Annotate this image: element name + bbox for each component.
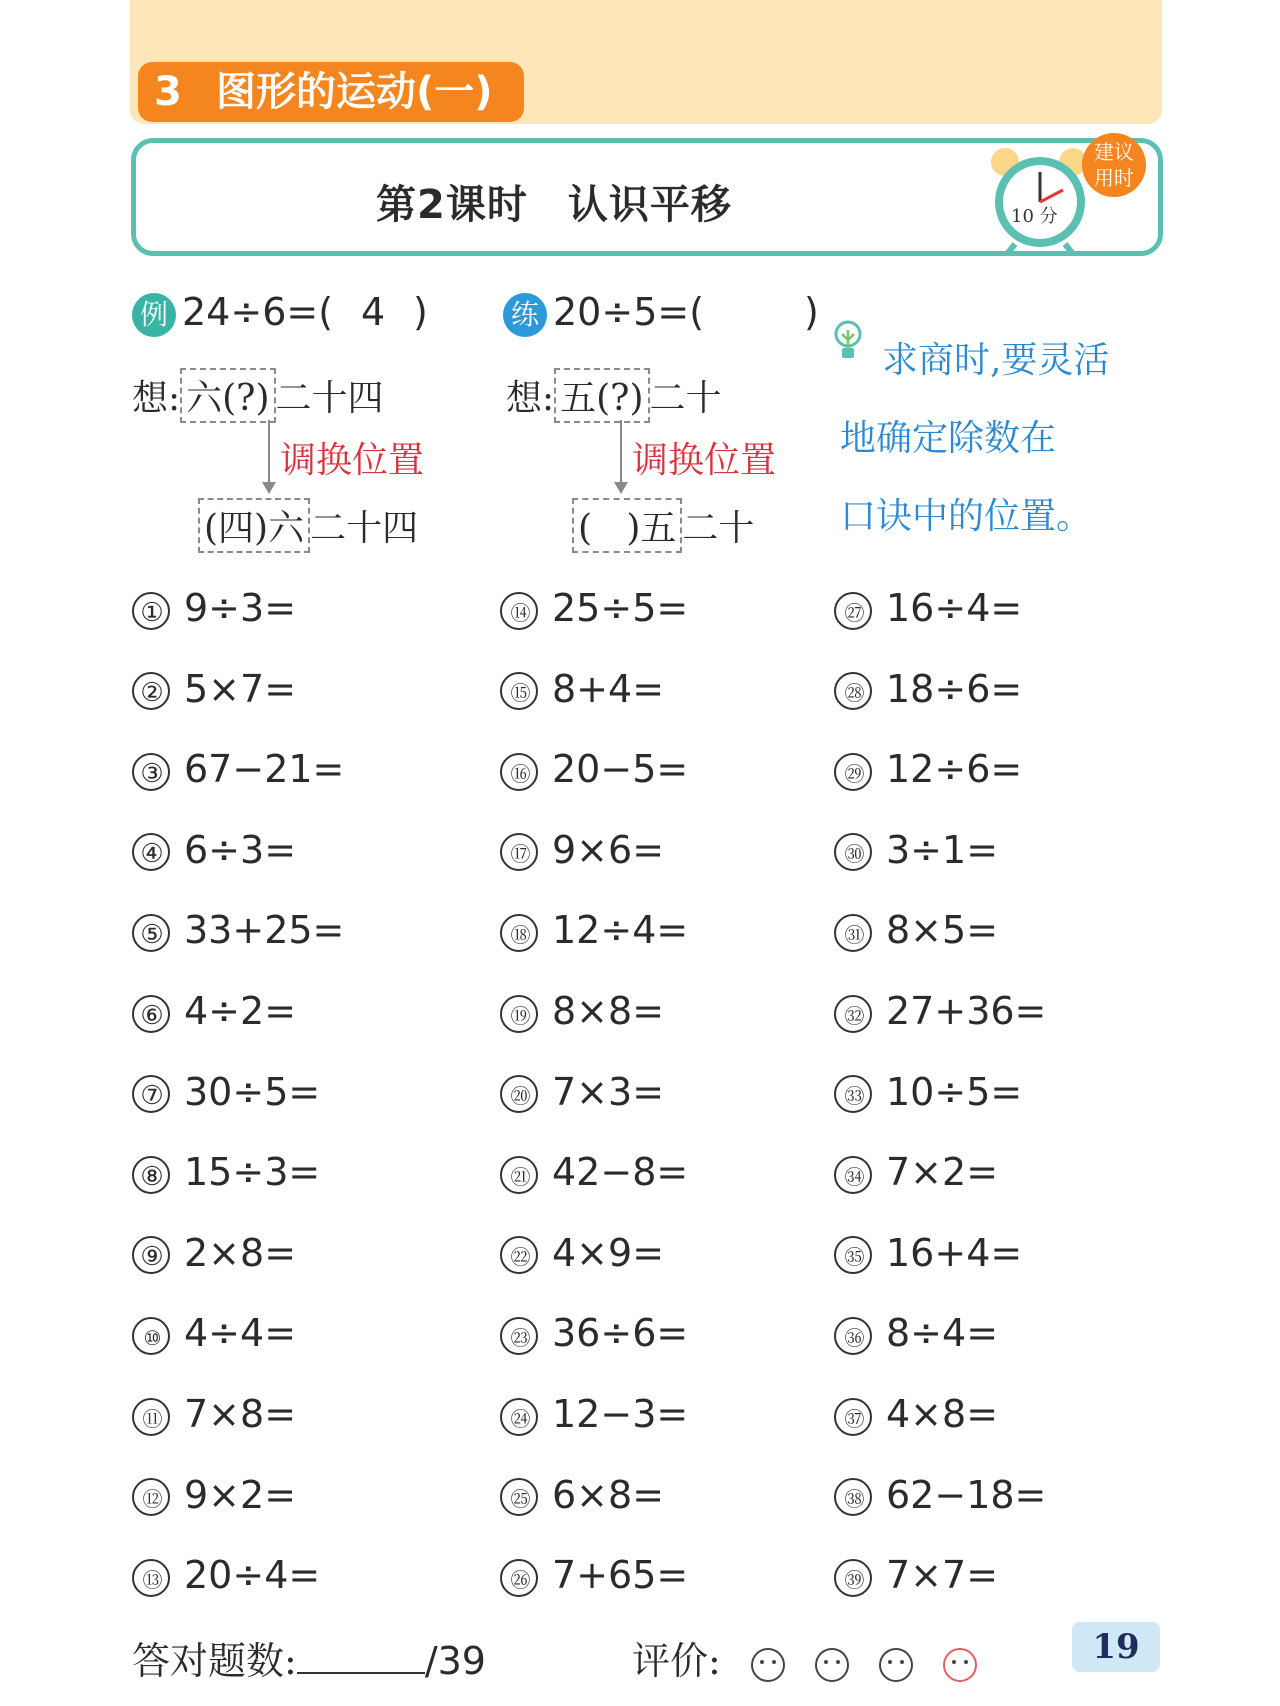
problem-expression[interactable]: 2×8= bbox=[184, 1230, 297, 1275]
example-equation-text: 24÷6=( bbox=[182, 290, 334, 334]
problem-number: ㉚ bbox=[834, 833, 872, 871]
practice-equation bbox=[503, 290, 819, 337]
example-result bbox=[198, 498, 418, 553]
problem-number: ⑧ bbox=[132, 1156, 170, 1194]
problem-item bbox=[132, 1142, 320, 1202]
problem-item bbox=[834, 659, 1022, 719]
problem-expression[interactable]: 15÷3= bbox=[184, 1150, 321, 1195]
problem-number: ㉓ bbox=[500, 1317, 538, 1355]
problem-item bbox=[132, 1223, 296, 1283]
lesson-title bbox=[376, 173, 732, 230]
problem-item bbox=[500, 1384, 688, 1444]
problem-item bbox=[500, 1303, 688, 1363]
problem-item bbox=[500, 981, 664, 1041]
problem-number: ⑬ bbox=[132, 1559, 170, 1597]
tip-line-2: 地确定除数在 bbox=[840, 418, 1057, 459]
problem-expression[interactable]: 25÷5= bbox=[552, 586, 689, 630]
problem-expression[interactable]: 62−18= bbox=[886, 1472, 1047, 1517]
problem-number: ⑥ bbox=[132, 995, 170, 1033]
problem-item bbox=[500, 578, 688, 638]
problem-expression[interactable]: 16÷4= bbox=[886, 586, 1023, 630]
example-swap-arrow bbox=[268, 420, 270, 492]
problem-expression[interactable]: 12÷6= bbox=[886, 747, 1023, 792]
problem-item bbox=[500, 1223, 664, 1283]
problem-number: ㊳ bbox=[834, 1478, 872, 1516]
example-result-box: (四)六 bbox=[198, 498, 310, 553]
page-number: 19 bbox=[1072, 1622, 1160, 1672]
problem-item bbox=[834, 739, 1022, 799]
problem-item bbox=[834, 1465, 1046, 1525]
problem-number: ㉔ bbox=[500, 1398, 538, 1436]
problem-number: ㉙ bbox=[834, 753, 872, 791]
chapter-banner bbox=[138, 62, 524, 122]
problem-number: ① bbox=[132, 592, 170, 630]
problem-expression[interactable]: 12−3= bbox=[552, 1392, 689, 1436]
problem-item bbox=[132, 739, 344, 799]
problem-item bbox=[834, 578, 1022, 638]
problem-expression[interactable]: 7×2= bbox=[886, 1150, 999, 1195]
problem-expression[interactable]: 4×9= bbox=[552, 1230, 665, 1275]
problem-expression[interactable]: 20−5= bbox=[552, 747, 689, 792]
problem-item bbox=[834, 1384, 998, 1444]
problem-expression[interactable]: 9÷3= bbox=[184, 586, 297, 630]
problem-expression[interactable]: 4÷4= bbox=[184, 1311, 297, 1356]
score-section bbox=[132, 1630, 486, 1685]
problem-item bbox=[500, 1142, 688, 1202]
problem-expression[interactable]: 5×7= bbox=[184, 666, 297, 711]
time-badge-line-2: 用时 bbox=[1094, 166, 1134, 190]
problem-expression[interactable]: 3÷1= bbox=[886, 827, 999, 872]
chapter-number: 3 bbox=[154, 69, 182, 115]
problem-item bbox=[500, 1545, 688, 1605]
problem-number: ⑨ bbox=[132, 1236, 170, 1274]
tip-line-1: 求商时,要灵活 bbox=[882, 340, 1110, 381]
problem-number: ㉛ bbox=[834, 914, 872, 952]
problem-expression[interactable]: 8×8= bbox=[552, 989, 665, 1033]
problem-item bbox=[132, 1062, 320, 1122]
problem-expression[interactable]: 4×8= bbox=[886, 1392, 999, 1436]
problem-expression[interactable]: 7×7= bbox=[886, 1553, 999, 1598]
problem-expression[interactable]: 6÷3= bbox=[184, 827, 297, 872]
problem-item bbox=[500, 1062, 664, 1122]
problem-expression[interactable]: 12÷4= bbox=[552, 908, 689, 953]
score-total: /39 bbox=[424, 1639, 486, 1683]
practice-result-rest: 二十 bbox=[682, 508, 755, 549]
problem-number: ⑦ bbox=[132, 1075, 170, 1113]
example-result-rest: 二十四 bbox=[310, 508, 419, 549]
lesson-number: 第2课时 bbox=[376, 182, 528, 228]
example-swap-label: 调换位置 bbox=[280, 440, 425, 481]
problem-expression[interactable]: 8+4= bbox=[552, 666, 665, 711]
example-think-label: 想: bbox=[132, 378, 181, 419]
problem-item bbox=[500, 739, 688, 799]
practice-equation-text: 20÷5=( bbox=[553, 290, 705, 334]
problem-item bbox=[834, 900, 998, 960]
problem-number: ⑮ bbox=[500, 672, 538, 710]
problem-expression[interactable]: 36÷6= bbox=[552, 1311, 689, 1356]
problem-item bbox=[132, 1303, 296, 1363]
practice-think-label: 想: bbox=[506, 378, 555, 419]
problem-expression[interactable]: 27+36= bbox=[886, 989, 1047, 1033]
example-close: ) bbox=[413, 290, 428, 334]
example-tag: 例 bbox=[132, 293, 176, 337]
sad-face-icon[interactable] bbox=[751, 1648, 785, 1682]
problem-item bbox=[500, 900, 688, 960]
problem-expression[interactable]: 9×6= bbox=[552, 827, 665, 872]
problem-number: ② bbox=[132, 672, 170, 710]
problem-number: ㉜ bbox=[834, 995, 872, 1033]
alarm-clock-icon bbox=[985, 140, 1095, 260]
problem-number: ⑪ bbox=[132, 1398, 170, 1436]
practice-swap-arrow bbox=[620, 420, 622, 492]
problem-item bbox=[834, 1303, 998, 1363]
practice-tag: 练 bbox=[503, 293, 547, 337]
problem-number: ㉒ bbox=[500, 1236, 538, 1274]
problem-number: ⑭ bbox=[500, 592, 538, 630]
problem-item bbox=[132, 900, 344, 960]
problem-number: ㊲ bbox=[834, 1398, 872, 1436]
problem-expression[interactable]: 9×2= bbox=[184, 1472, 297, 1517]
problem-number: ㉑ bbox=[500, 1156, 538, 1194]
problem-item bbox=[132, 1465, 296, 1525]
problem-number: ㉗ bbox=[834, 592, 872, 630]
practice-close: ) bbox=[804, 290, 819, 334]
problem-number: ⑯ bbox=[500, 753, 538, 791]
example-think-box: 六(?) bbox=[180, 368, 275, 423]
problem-item bbox=[132, 1384, 296, 1444]
problem-number: ⑳ bbox=[500, 1075, 538, 1113]
tip-box bbox=[840, 322, 1170, 556]
problem-expression[interactable]: 8÷4= bbox=[886, 1311, 999, 1356]
problem-item bbox=[500, 659, 664, 719]
problem-expression[interactable]: 7×8= bbox=[184, 1392, 297, 1436]
evaluation-section bbox=[632, 1630, 977, 1685]
problem-expression[interactable]: 67−21= bbox=[184, 747, 345, 792]
problem-number: ③ bbox=[132, 753, 170, 791]
problem-item bbox=[500, 1465, 664, 1525]
practice-think bbox=[506, 368, 722, 423]
practice-result bbox=[572, 498, 754, 553]
problem-item bbox=[834, 1223, 1022, 1283]
smile-face-icon[interactable] bbox=[879, 1648, 913, 1682]
practice-think-box: 五(?) bbox=[554, 368, 649, 423]
clock-label: 10 分 bbox=[1011, 206, 1058, 227]
problem-item bbox=[132, 659, 296, 719]
problem-expression[interactable]: 18÷6= bbox=[886, 666, 1023, 711]
problem-number: ㉝ bbox=[834, 1075, 872, 1113]
problem-number: ㊱ bbox=[834, 1317, 872, 1355]
problem-number: ㉞ bbox=[834, 1156, 872, 1194]
happy-face-icon[interactable] bbox=[943, 1648, 977, 1682]
problem-number: ④ bbox=[132, 833, 170, 871]
time-badge-line-1: 建议 bbox=[1094, 140, 1134, 164]
problem-item bbox=[834, 981, 1046, 1041]
practice-think-rest: 二十 bbox=[649, 378, 722, 419]
problem-number: ㉟ bbox=[834, 1236, 872, 1274]
problem-expression[interactable]: 8×5= bbox=[886, 908, 999, 953]
problem-item bbox=[834, 1142, 998, 1202]
problem-expression[interactable]: 20÷4= bbox=[184, 1553, 321, 1598]
problem-number: ㉘ bbox=[834, 672, 872, 710]
problem-expression[interactable]: 33+25= bbox=[184, 908, 345, 953]
problem-number: ⑤ bbox=[132, 914, 170, 952]
problem-item bbox=[500, 820, 664, 880]
problem-expression[interactable]: 16+4= bbox=[886, 1230, 1023, 1275]
problem-expression[interactable]: 42−8= bbox=[552, 1150, 689, 1195]
problem-expression[interactable]: 7×3= bbox=[552, 1069, 665, 1114]
problem-item bbox=[834, 1062, 1022, 1122]
problem-number: ⑫ bbox=[132, 1478, 170, 1516]
problem-number: ㉕ bbox=[500, 1478, 538, 1516]
problem-expression[interactable]: 4÷2= bbox=[184, 989, 297, 1033]
chapter-title: 图形的运动(一) bbox=[216, 69, 493, 115]
problem-item bbox=[132, 1545, 320, 1605]
score-blank[interactable] bbox=[297, 1642, 425, 1674]
eval-label: 评价: bbox=[632, 1639, 721, 1683]
suggested-time-badge bbox=[1082, 133, 1146, 197]
lesson-name: 认识平移 bbox=[567, 182, 732, 228]
example-equation bbox=[132, 290, 428, 337]
score-label: 答对题数: bbox=[132, 1639, 297, 1683]
problem-expression[interactable]: 10÷5= bbox=[886, 1069, 1023, 1114]
problem-item bbox=[834, 1545, 998, 1605]
problem-expression[interactable]: 30÷5= bbox=[184, 1069, 321, 1114]
problem-number: ⑱ bbox=[500, 914, 538, 952]
problem-number: ⑲ bbox=[500, 995, 538, 1033]
example-think bbox=[132, 368, 384, 423]
neutral-face-icon[interactable] bbox=[815, 1648, 849, 1682]
practice-result-box[interactable]: ( )五 bbox=[572, 498, 682, 553]
problem-item bbox=[132, 578, 296, 638]
problem-number: ⑩ bbox=[132, 1317, 170, 1355]
problem-expression[interactable]: 6×8= bbox=[552, 1472, 665, 1517]
problem-item bbox=[132, 981, 296, 1041]
problem-item bbox=[132, 820, 296, 880]
problem-number: ㉖ bbox=[500, 1559, 538, 1597]
problem-number: ⑰ bbox=[500, 833, 538, 871]
problem-number: ㊴ bbox=[834, 1559, 872, 1597]
tip-line-3: 口诀中的位置。 bbox=[840, 496, 1093, 537]
example-answer: 4 bbox=[360, 290, 386, 334]
problem-item bbox=[834, 820, 998, 880]
practice-swap-label: 调换位置 bbox=[632, 440, 777, 481]
example-think-rest: 二十四 bbox=[275, 378, 384, 419]
problem-expression[interactable]: 7+65= bbox=[552, 1553, 689, 1598]
